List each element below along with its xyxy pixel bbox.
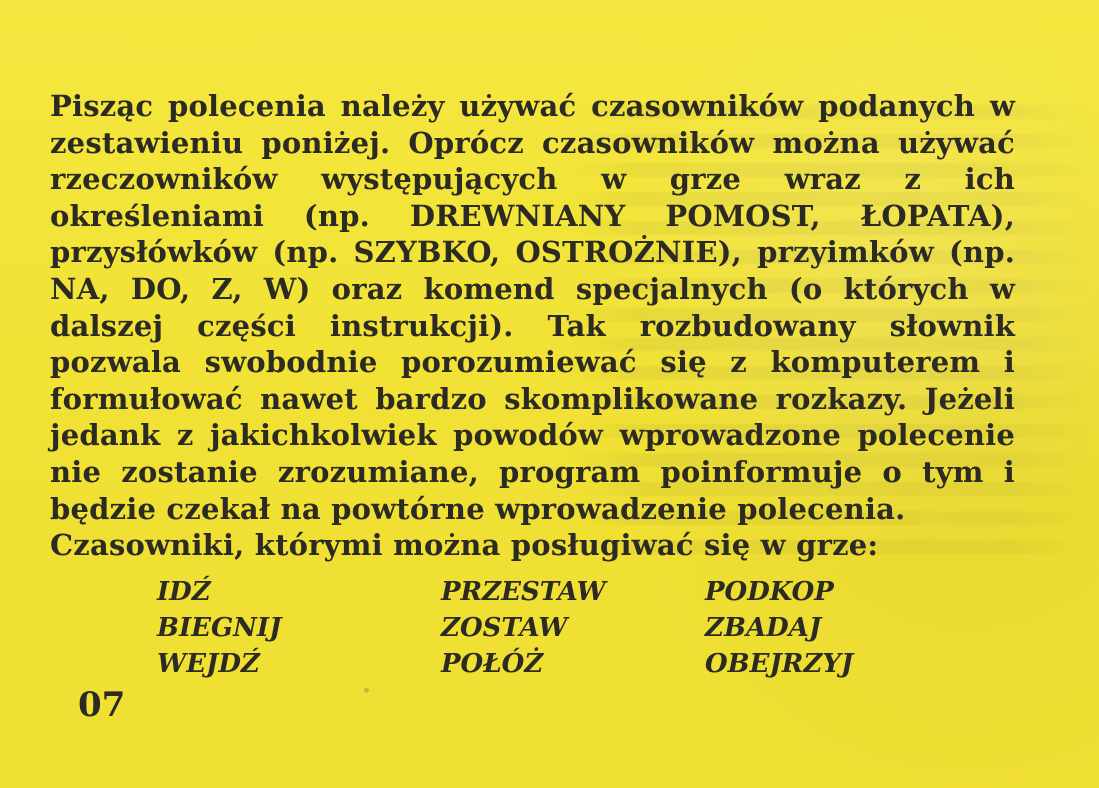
verb-column [157, 574, 281, 682]
paragraph-line: będzie czekał na powtórne wprowadzenie polecenia. [50, 491, 906, 526]
paragraph-line: pozwala swobodnie porozumiewać się z komputerem i [50, 345, 1015, 380]
verb-column [705, 574, 853, 682]
verb-item: PODKOP [705, 577, 834, 607]
page-number: 07 [78, 685, 126, 725]
paragraph-line: zestawieniu poniżej. Oprócz czasowników można używać [50, 125, 1015, 160]
paragraph-line: określeniami (np. DREWNIANY POMOST, ŁOPATA), [50, 198, 1015, 233]
paragraph-line: jedank z jakichkolwiek powodów wprowadzone polecenie [50, 418, 1015, 453]
verbs-list [157, 574, 917, 684]
verb-item: ZBADAJ [705, 613, 822, 643]
verb-item: OBEJRZYJ [705, 649, 854, 679]
verb-item: PRZESTAW [441, 577, 606, 607]
instruction-text-block [50, 88, 1015, 564]
paragraph-line: Pisząc polecenia należy używać czasowników podanych w [50, 89, 1015, 123]
paragraph-line: NA, DO, Z, W) oraz komend specjalnych (o których w [50, 271, 1015, 306]
paragraph-line: przysłówków (np. SZYBKO, OSTROŻNIE), przyimków (np. [50, 235, 1015, 270]
paragraph-line: nie zostanie zrozumiane, program poinformuje o tym i [50, 454, 1015, 489]
verb-item: ZOSTAW [441, 613, 568, 643]
verb-item: POŁÓŻ [441, 649, 544, 679]
paper-speck [364, 688, 369, 693]
verb-item: IDŹ [157, 577, 211, 607]
verb-column [441, 574, 606, 682]
paragraph-line: formułować nawet bardzo skomplikowane rozkazy. Jeżeli [50, 381, 1015, 416]
verb-item: BIEGNIJ [157, 613, 282, 643]
paragraph-line: dalszej części instrukcji). Tak rozbudowany słownik [50, 308, 1015, 343]
verb-item: WEJDŹ [157, 649, 260, 679]
verbs-intro: Czasowniki, którymi można posługiwać się w grze: [50, 528, 879, 563]
paragraph-line: rzeczowników występujących w grze wraz z ich [50, 162, 1015, 197]
